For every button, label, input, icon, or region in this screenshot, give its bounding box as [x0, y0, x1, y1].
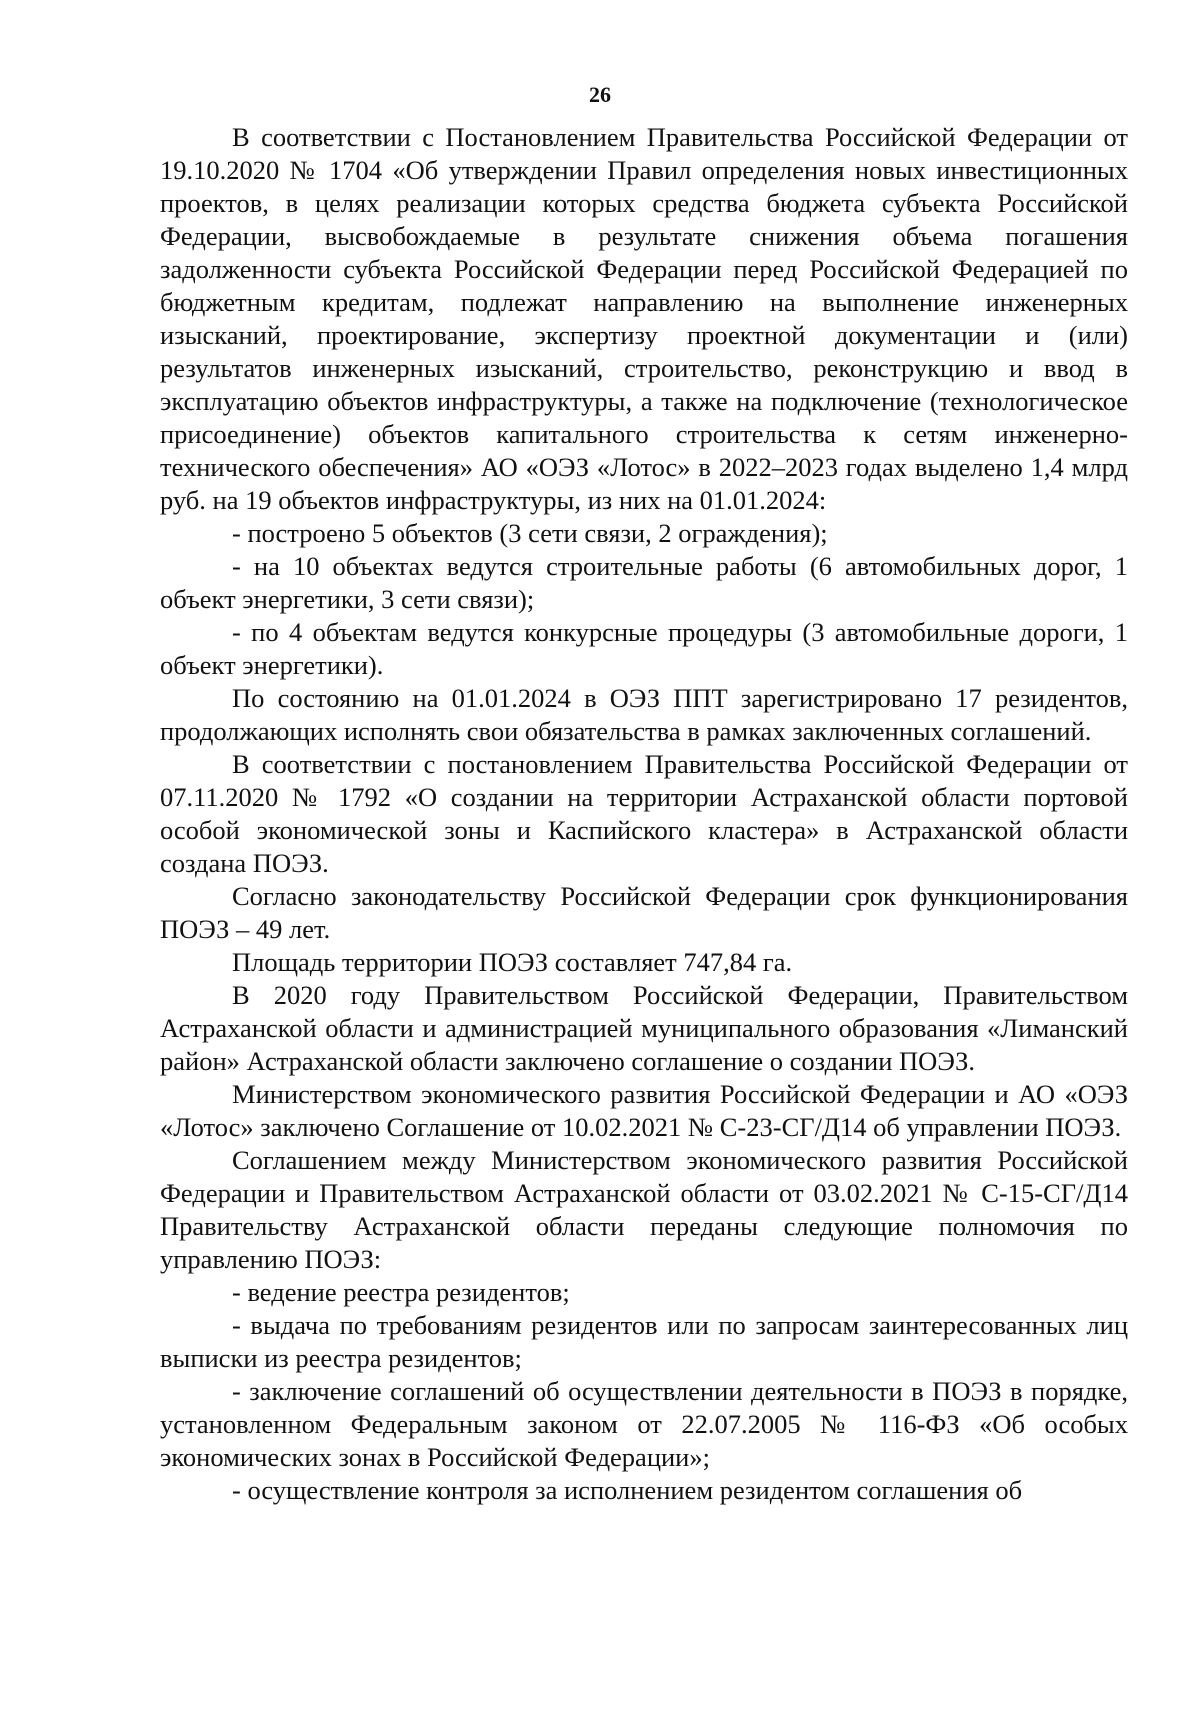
paragraph-poez-term: Согласно законодательству Российской Федерации срок функционирования ПОЭЗ – 49 лет. — [160, 881, 1128, 944]
document-body — [160, 121, 1128, 1507]
paragraph-poez-agreement-2020: В 2020 году Правительством Российской Федерации, Правительством Астраханской области и администрацией муниципального образования «Лиманский район» Астраханской области заключено соглашение о создании ПОЭЗ. — [160, 980, 1128, 1076]
list-item-built-objects: - построено 5 объектов (3 сети связи, 2 ограждения); — [232, 518, 828, 548]
list-item-concluding-agreements: - заключение соглашений об осуществлении деятельности в ПОЭЗ в порядке, установленном Федеральным законом от 22.07.2005 № 116-ФЗ «Об особых экономических зонах в Российской Федерации»; — [160, 1376, 1128, 1472]
paragraph-poez-decree-1792: В соответствии с постановлением Правительства Российской Федерации от 07.11.2020 № 1792 «О создании на территории Астраханской области портовой особой экономической зоны и Каспийского кластера» в Астраханской области создана ПОЭЗ. — [160, 749, 1128, 878]
paragraph-management-agreement: Министерством экономического развития Российской Федерации и АО «ОЭЗ «Лотос» заключено Соглашение от 10.02.2021 № С-23-СГ/Д14 об управлении ПОЭЗ. — [160, 1079, 1128, 1142]
list-item-control: - осуществление контроля за исполнением резидентом соглашения об — [232, 1475, 1023, 1505]
paragraph-oez-ppt-residents: По состоянию на 01.01.2024 в ОЭЗ ППТ зарегистрировано 17 резидентов, продолжающих исполнять свои обязательства в рамках заключенных соглашений. — [160, 683, 1128, 746]
list-item-registry-extracts: - выдача по требованиям резидентов или по запросам заинтересованных лиц выписки из реестра резидентов; — [160, 1310, 1128, 1373]
list-item-registry: - ведение реестра резидентов; — [232, 1277, 570, 1307]
paragraph-funding-decree-1704: В соответствии с Постановлением Правительства Российской Федерации от 19.10.2020 № 1704 «Об утверждении Правил определения новых инвестиционных проектов, в целях реализации которых средства бюджета субъекта Российской Федерации, высвобождаемые в результате снижения объема погашения задолженности субъекта Российской Федерации перед Российской Федерацией по бюджетным кредитам, подлежат направлению на выполнение инженерных изысканий, проектирование, экспертизу проектной документации и (или) результатов инженерных изысканий, строительство, реконструкцию и ввод в эксплуатацию объектов инфраструктуры, а также на подключение (технологическое присоединение) объектов капитального строительства к сетям инженерно-технического обеспечения» АО «ОЭЗ «Лотос» в 2022–2023 годах выделено 1,4 млрд руб. на 19 объектов инфраструктуры, из них на 01.01.2024: — [160, 122, 1128, 515]
page-number: 26 — [589, 82, 611, 107]
paragraph-poez-area: Площадь территории ПОЭЗ составляет 747,84 га. — [232, 947, 793, 977]
paragraph-delegated-powers: Соглашением между Министерством экономического развития Российской Федерации и Правительством Астраханской области от 03.02.2021 № С-15-СГ/Д14 Правительству Астраханской области переданы следующие полномочия по управлению ПОЭЗ: — [160, 1145, 1128, 1274]
list-item-construction-in-progress: - на 10 объектах ведутся строительные работы (6 автомобильных дорог, 1 объект энергетики, 3 сети связи); — [160, 551, 1128, 614]
list-item-tender-procedures: - по 4 объектам ведутся конкурсные процедуры (3 автомобильные дороги, 1 объект энергетики). — [160, 617, 1128, 680]
